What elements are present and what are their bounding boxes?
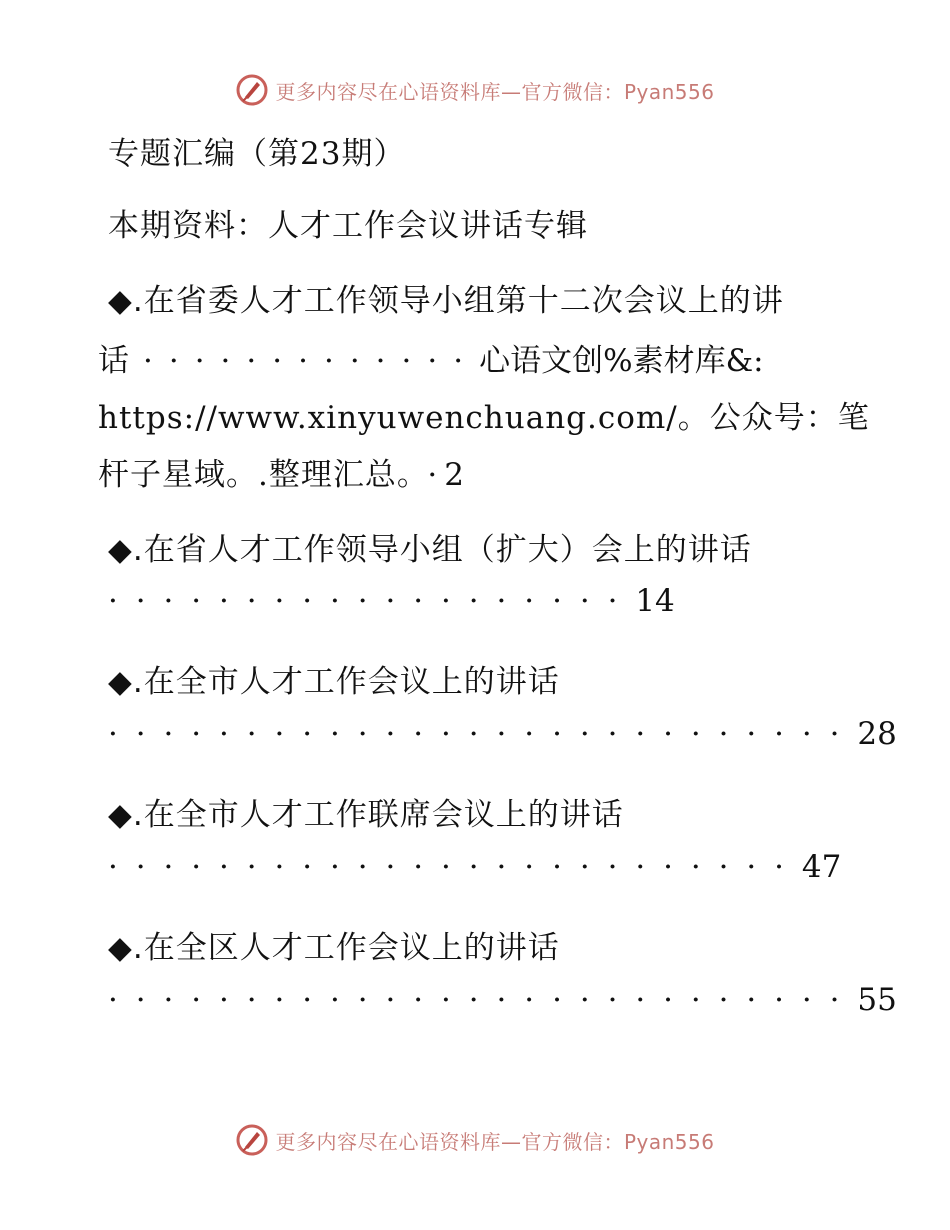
toc-entry-3-leader <box>108 716 897 752</box>
toc-entry-3[interactable] <box>108 656 560 701</box>
leader-dots: ············· <box>143 343 480 379</box>
diamond-bullet-icon: ◆. <box>108 664 144 700</box>
watermark-text: 更多内容尽在心语资料库—官方微信：Pyan556 <box>275 1129 715 1154</box>
toc-page-number: 14 <box>635 583 675 619</box>
toc-entry-1[interactable] <box>108 275 784 320</box>
toc-entry-title: 在全市人才工作联席会议上的讲话 <box>143 797 624 833</box>
leader-dots: ··························· <box>108 716 858 752</box>
toc-extra-url: https://www.xinyuwenchuang.com/。公众号：笔 <box>98 400 870 436</box>
toc-entry-2-leader <box>108 583 675 619</box>
toc-extra-text: 杆子星域。.整理汇总。 <box>98 457 414 493</box>
watermark-bottom <box>0 1120 950 1160</box>
toc-entry-title: 在全市人才工作会议上的讲话 <box>143 664 560 700</box>
leader-dots: · <box>427 457 439 493</box>
toc-page-number: 55 <box>857 982 897 1018</box>
watermark-text: 更多内容尽在心语资料库—官方微信：Pyan556 <box>275 79 715 104</box>
toc-entry-title: 在全区人才工作会议上的讲话 <box>143 930 560 966</box>
toc-page-number: 2 <box>444 457 465 493</box>
toc-entry-4-leader <box>108 849 841 885</box>
leader-dots: ··························· <box>108 982 858 1018</box>
toc-page-number: 47 <box>801 849 842 885</box>
toc-entry-5[interactable] <box>108 922 560 967</box>
diamond-bullet-icon: ◆. <box>108 930 144 966</box>
toc-entry-5-leader <box>108 982 897 1018</box>
leader-dots: ··················· <box>108 583 636 619</box>
toc-extra-text: 心语文创%素材库&: <box>479 343 764 379</box>
diamond-bullet-icon: ◆. <box>108 532 144 568</box>
toc-entry-4[interactable] <box>108 789 624 834</box>
toc-page-number: 28 <box>857 716 897 752</box>
watermark-top <box>0 70 950 110</box>
toc-entry-title: 在省委人才工作领导小组第十二次会议上的讲 <box>143 283 784 319</box>
leader-dots: ························· <box>108 849 802 885</box>
quill-logo-icon <box>235 1123 269 1157</box>
toc-entry-1-line2: 话 ·············心语文创%素材库&: <box>98 343 764 379</box>
series-title: 专题汇编（第23期） <box>108 136 406 172</box>
issue-topic: 本期资料：人才工作会议讲话专辑 <box>108 208 588 244</box>
quill-logo-icon <box>235 73 269 107</box>
toc-entry-title: 在省人才工作领导小组（扩大）会上的讲话 <box>143 532 752 568</box>
toc-entry-1-line4 <box>98 449 465 494</box>
diamond-bullet-icon: ◆. <box>108 283 144 319</box>
diamond-bullet-icon: ◆. <box>108 797 144 833</box>
toc-entry-2[interactable] <box>108 524 752 569</box>
